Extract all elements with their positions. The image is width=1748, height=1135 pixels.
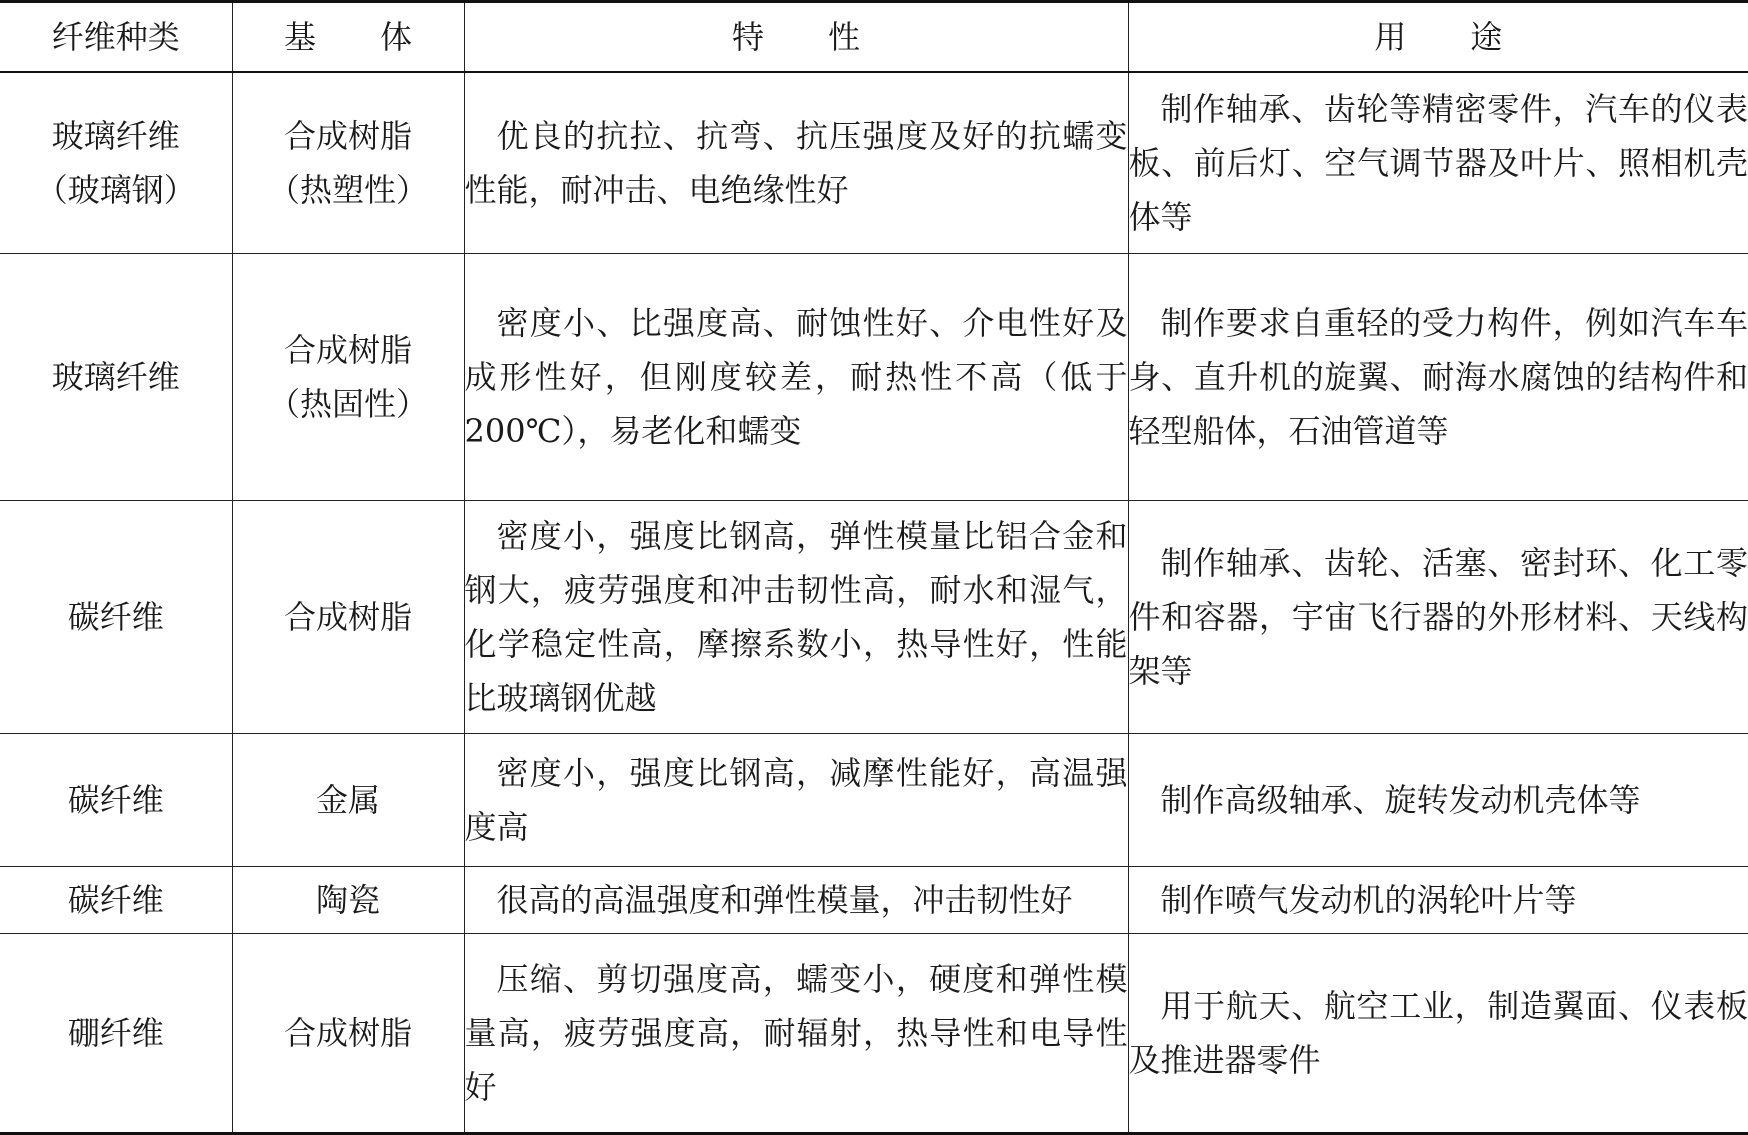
uses-text: 制作轴承、齿轮、活塞、密封环、化工零件和容器，宇宙飞行器的外形材料、天线构架等: [1129, 536, 1748, 698]
uses-cell: [1128, 934, 1748, 1134]
table-row: [0, 934, 1748, 1134]
fiber-type-cell: [0, 867, 232, 934]
properties-text: 压缩、剪切强度高，蠕变小，硬度和弹性模量高，疲劳强度高，耐辐射，热导性和电导性好: [465, 952, 1128, 1114]
properties-text: 密度小、比强度高、耐蚀性好、介电性好及成形性好，但刚度较差，耐热性不高（低于200℃），易老化和蠕变: [465, 296, 1128, 458]
properties-text: 优良的抗拉、抗弯、抗压强度及好的抗蠕变性能，耐冲击、电绝缘性好: [465, 109, 1128, 217]
header-properties: 特 性: [464, 2, 1128, 73]
fiber-type-cell: [0, 501, 232, 734]
properties-cell: [464, 72, 1128, 254]
fiber-type-line: 碳纤维: [0, 590, 232, 644]
properties-cell: [464, 934, 1128, 1134]
properties-cell: [464, 254, 1128, 501]
table-row: [0, 72, 1748, 254]
fiber-type-cell: [0, 734, 232, 867]
header-fiber-type: 纤维种类: [0, 2, 232, 73]
matrix-cell: [232, 254, 464, 501]
uses-cell: [1128, 734, 1748, 867]
matrix-cell: [232, 72, 464, 254]
matrix-line: 合成树脂: [233, 1006, 464, 1060]
matrix-cell: [232, 734, 464, 867]
table-row: [0, 501, 1748, 734]
uses-cell: [1128, 867, 1748, 934]
header-matrix: 基 体: [232, 2, 464, 73]
properties-text: 密度小，强度比钢高，减摩性能好，高温强度高: [465, 746, 1128, 854]
matrix-line: 陶瓷: [233, 873, 464, 927]
matrix-cell: [232, 501, 464, 734]
header-uses: 用 途: [1128, 2, 1748, 73]
properties-cell: [464, 867, 1128, 934]
fiber-type-cell: [0, 72, 232, 254]
matrix-cell: [232, 867, 464, 934]
properties-cell: [464, 734, 1128, 867]
uses-text: 制作高级轴承、旋转发动机壳体等: [1129, 773, 1748, 827]
matrix-line: 合成树脂: [233, 323, 464, 377]
properties-cell: [464, 501, 1128, 734]
fiber-type-line: 玻璃纤维: [0, 109, 232, 163]
table-row: [0, 734, 1748, 867]
table-row: [0, 867, 1748, 934]
fiber-type-line: （玻璃钢）: [0, 163, 232, 217]
matrix-line: 金属: [233, 773, 464, 827]
properties-text: 密度小，强度比钢高，弹性模量比铝合金和钢大，疲劳强度和冲击韧性高，耐水和湿气，化学稳定性高，摩擦系数小，热导性好，性能比玻璃钢优越: [465, 509, 1128, 725]
fiber-type-line: 碳纤维: [0, 873, 232, 927]
fiber-type-line: 玻璃纤维: [0, 350, 232, 404]
uses-text: 制作轴承、齿轮等精密零件，汽车的仪表板、前后灯、空气调节器及叶片、照相机壳体等: [1129, 82, 1748, 244]
fiber-type-line: 硼纤维: [0, 1006, 232, 1060]
uses-text: 用于航天、航空工业，制造翼面、仪表板及推进器零件: [1129, 979, 1748, 1087]
matrix-line: （热固性）: [233, 377, 464, 431]
matrix-line: （热塑性）: [233, 163, 464, 217]
table-header-row: [0, 2, 1748, 73]
uses-cell: [1128, 254, 1748, 501]
fiber-type-cell: [0, 934, 232, 1134]
matrix-line: 合成树脂: [233, 109, 464, 163]
matrix-line: 合成树脂: [233, 590, 464, 644]
matrix-cell: [232, 934, 464, 1134]
fiber-type-line: 碳纤维: [0, 773, 232, 827]
uses-cell: [1128, 72, 1748, 254]
uses-text: 制作要求自重轻的受力构件，例如汽车车身、直升机的旋翼、耐海水腐蚀的结构件和轻型船体，石油管道等: [1129, 296, 1748, 458]
table-row: [0, 254, 1748, 501]
uses-text: 制作喷气发动机的涡轮叶片等: [1129, 873, 1748, 927]
properties-text: 很高的高温强度和弹性模量，冲击韧性好: [465, 873, 1128, 927]
uses-cell: [1128, 501, 1748, 734]
fiber-type-cell: [0, 254, 232, 501]
